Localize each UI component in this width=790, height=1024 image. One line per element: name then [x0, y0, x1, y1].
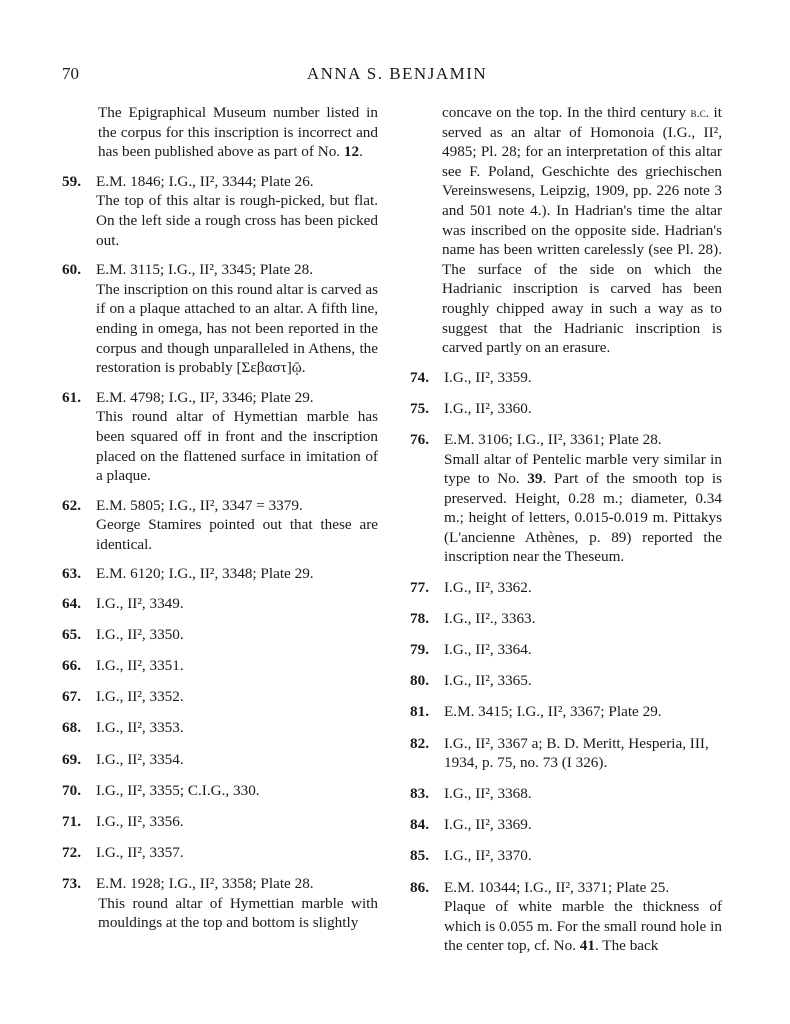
entry-reference: E.M. 1846; I.G., II², 3344; Plate 26.: [96, 172, 314, 190]
entry-reference: E.M. 4798; I.G., II², 3346; Plate 29.: [96, 388, 314, 406]
entry-reference: I.G., II², 3354.: [96, 750, 184, 768]
entry-85: [410, 846, 722, 866]
entry-reference: E.M. 3415; I.G., II², 3367; Plate 29.: [444, 703, 662, 721]
entry-67: [62, 687, 378, 707]
entry-reference: I.G., II², 3356.: [96, 812, 184, 830]
entry-64: [62, 594, 378, 614]
entry-79: [410, 640, 722, 660]
entry-reference: I.G., II², 3349.: [96, 595, 184, 613]
entry-80: [410, 671, 722, 691]
entry-number: 63.: [62, 565, 81, 583]
entry-76: [410, 430, 722, 567]
entry-74: [410, 368, 722, 388]
entry-number: 72.: [62, 843, 81, 861]
entry-63: [62, 564, 378, 584]
entry-number: 69.: [62, 750, 81, 768]
entry-number: 62.: [62, 496, 81, 514]
entry-81: [410, 702, 722, 722]
entry-number: 59.: [62, 172, 81, 190]
entry-86: [410, 878, 722, 956]
entry-70: [62, 781, 378, 801]
entry-number: 75.: [410, 399, 429, 417]
entry-number: 61.: [62, 388, 81, 406]
entry-reference: E.M. 10344; I.G., II², 3371; Plate 25.: [444, 878, 670, 896]
entry-number: 86.: [410, 878, 429, 896]
intro-paragraph: The Epigraphical Museum number listed in the corpus for this inscription is incorrect and has been published above as part of No. 12.: [98, 104, 378, 161]
entry-description: This round altar of Hymettian marble has been squared off in front and the inscription placed on the flattened surface in imitation of a plaque.: [96, 408, 378, 485]
entry-description: George Stamires pointed out that these are identical.: [96, 516, 378, 553]
entry-78: [410, 609, 722, 629]
entry-number: 73.: [62, 874, 81, 892]
entry-number: 84.: [410, 816, 429, 834]
entry-reference: I.G., II², 3355; C.I.G., 330.: [96, 781, 260, 799]
entry-description: The top of this altar is rough-picked, but flat. On the left side a rough cross has been picked out.: [96, 192, 378, 249]
entry-reference: I.G., II², 3359.: [444, 368, 532, 386]
entry-65: [62, 625, 378, 645]
entry-reference: I.G., II², 3368.: [444, 785, 532, 803]
entry-number: 78.: [410, 610, 429, 628]
entry-60: [62, 260, 378, 378]
entry-number: 81.: [410, 703, 429, 721]
entry-73: [62, 874, 378, 933]
entry-number: 68.: [62, 719, 81, 737]
entry-reference: I.G., II², 3370.: [444, 847, 532, 865]
entry-number: 65.: [62, 626, 81, 644]
entry-71: [62, 812, 378, 832]
entry-75: [410, 399, 722, 419]
entry-reference: I.G., II², 3350.: [96, 626, 184, 644]
entry-description: This round altar of Hymettian marble with mouldings at the top and bottom is slightly: [98, 894, 378, 932]
entry-number: 82.: [410, 734, 429, 752]
entry-reference: I.G., II², 3362.: [444, 579, 532, 597]
entry-61: [62, 388, 378, 486]
entry-66: [62, 656, 378, 676]
entry-number: 79.: [410, 641, 429, 659]
entry-62: [62, 496, 378, 555]
entry-84: [410, 815, 722, 835]
entry-reference: I.G., II², 3360.: [444, 399, 532, 417]
entry-77: [410, 578, 722, 598]
continuation-paragraph: concave on the top. In the third century b.c. it served as an altar of Homonoia (I.G., II², 4985; Pl. 28; for an interpretation of this altar see F. Poland, Geschichte des griechischen Vereinswesens, Leipzig, 1909, pp. 226 note 3 and 501 note 4.). In Hadrian's time the altar was inscribed on the opposite side. Hadrian's name has been written carelessly (see Pl. 28). The surface of the side on which the Hadrianic inscription is carved has been roughly chipped away in such a way as to suggest that the Hadrianic inscription is carved partly on an erasure.: [442, 104, 722, 357]
entry-number: 71.: [62, 812, 81, 830]
entry-reference: I.G., II², 3367 a; B. D. Meritt, Hesperia, III, 1934, p. 75, no. 73 (I 326).: [444, 734, 709, 772]
entry-68: [62, 718, 378, 738]
entry-number: 76.: [410, 430, 429, 448]
page-header: [62, 64, 732, 88]
entry-number: 60.: [62, 261, 81, 279]
entry-reference: E.M. 5805; I.G., II², 3347 = 3379.: [96, 496, 303, 514]
entry-69: [62, 750, 378, 770]
entry-number: 83.: [410, 785, 429, 803]
entry-83: [410, 784, 722, 804]
entry-reference: E.M. 3106; I.G., II², 3361; Plate 28.: [444, 430, 662, 448]
entry-description: The inscription on this round altar is carved as if on a plaque attached to an altar. A fifth line, ending in omega, has not been reported in the corpus and though unparalleled in Athens, the restoration is probably [Σεβαστ]ῷ.: [96, 280, 378, 377]
entry-number: 80.: [410, 672, 429, 690]
entry-reference: I.G., II², 3364.: [444, 641, 532, 659]
left-column: [62, 103, 378, 933]
entry-reference: I.G., II², 3352.: [96, 688, 184, 706]
entry-59: [62, 172, 378, 250]
entry-description: Plaque of white marble the thickness of which is 0.055 m. For the small round hole in the center top, cf. No. 41. The back: [444, 898, 722, 955]
entry-82: [410, 734, 722, 773]
entry-reference: I.G., II², 3365.: [444, 672, 532, 690]
entry-72: [62, 843, 378, 863]
entry-reference: I.G., II²., 3363.: [444, 610, 536, 628]
right-column: [410, 103, 722, 956]
entry-number: 70.: [62, 781, 81, 799]
page-number: 70: [62, 64, 79, 83]
entry-number: 67.: [62, 688, 81, 706]
entry-reference: I.G., II², 3353.: [96, 719, 184, 737]
entry-reference: I.G., II², 3357.: [96, 843, 184, 861]
entry-reference: I.G., II², 3369.: [444, 816, 532, 834]
entry-reference: E.M. 3115; I.G., II², 3345; Plate 28.: [96, 261, 314, 279]
entry-number: 64.: [62, 595, 81, 613]
entry-description: Small altar of Pentelic marble very similar in type to No. 39. Part of the smooth top is preserved. Height, 0.28 m.; diameter, 0.34 m.; height of letters, 0.015-0.019 m. Pittakys (L'ancienne Athènes, p. 89) reported the inscription near the Theseum.: [444, 450, 722, 566]
entry-number: 66.: [62, 657, 81, 675]
entry-reference: E.M. 1928; I.G., II², 3358; Plate 28.: [96, 874, 314, 892]
entry-number: 85.: [410, 847, 429, 865]
entry-reference: I.G., II², 3351.: [96, 657, 184, 675]
entry-number: 74.: [410, 368, 429, 386]
entry-number: 77.: [410, 579, 429, 597]
entry-reference: E.M. 6120; I.G., II², 3348; Plate 29.: [96, 565, 314, 583]
running-title: ANNA S. BENJAMIN: [306, 64, 488, 83]
